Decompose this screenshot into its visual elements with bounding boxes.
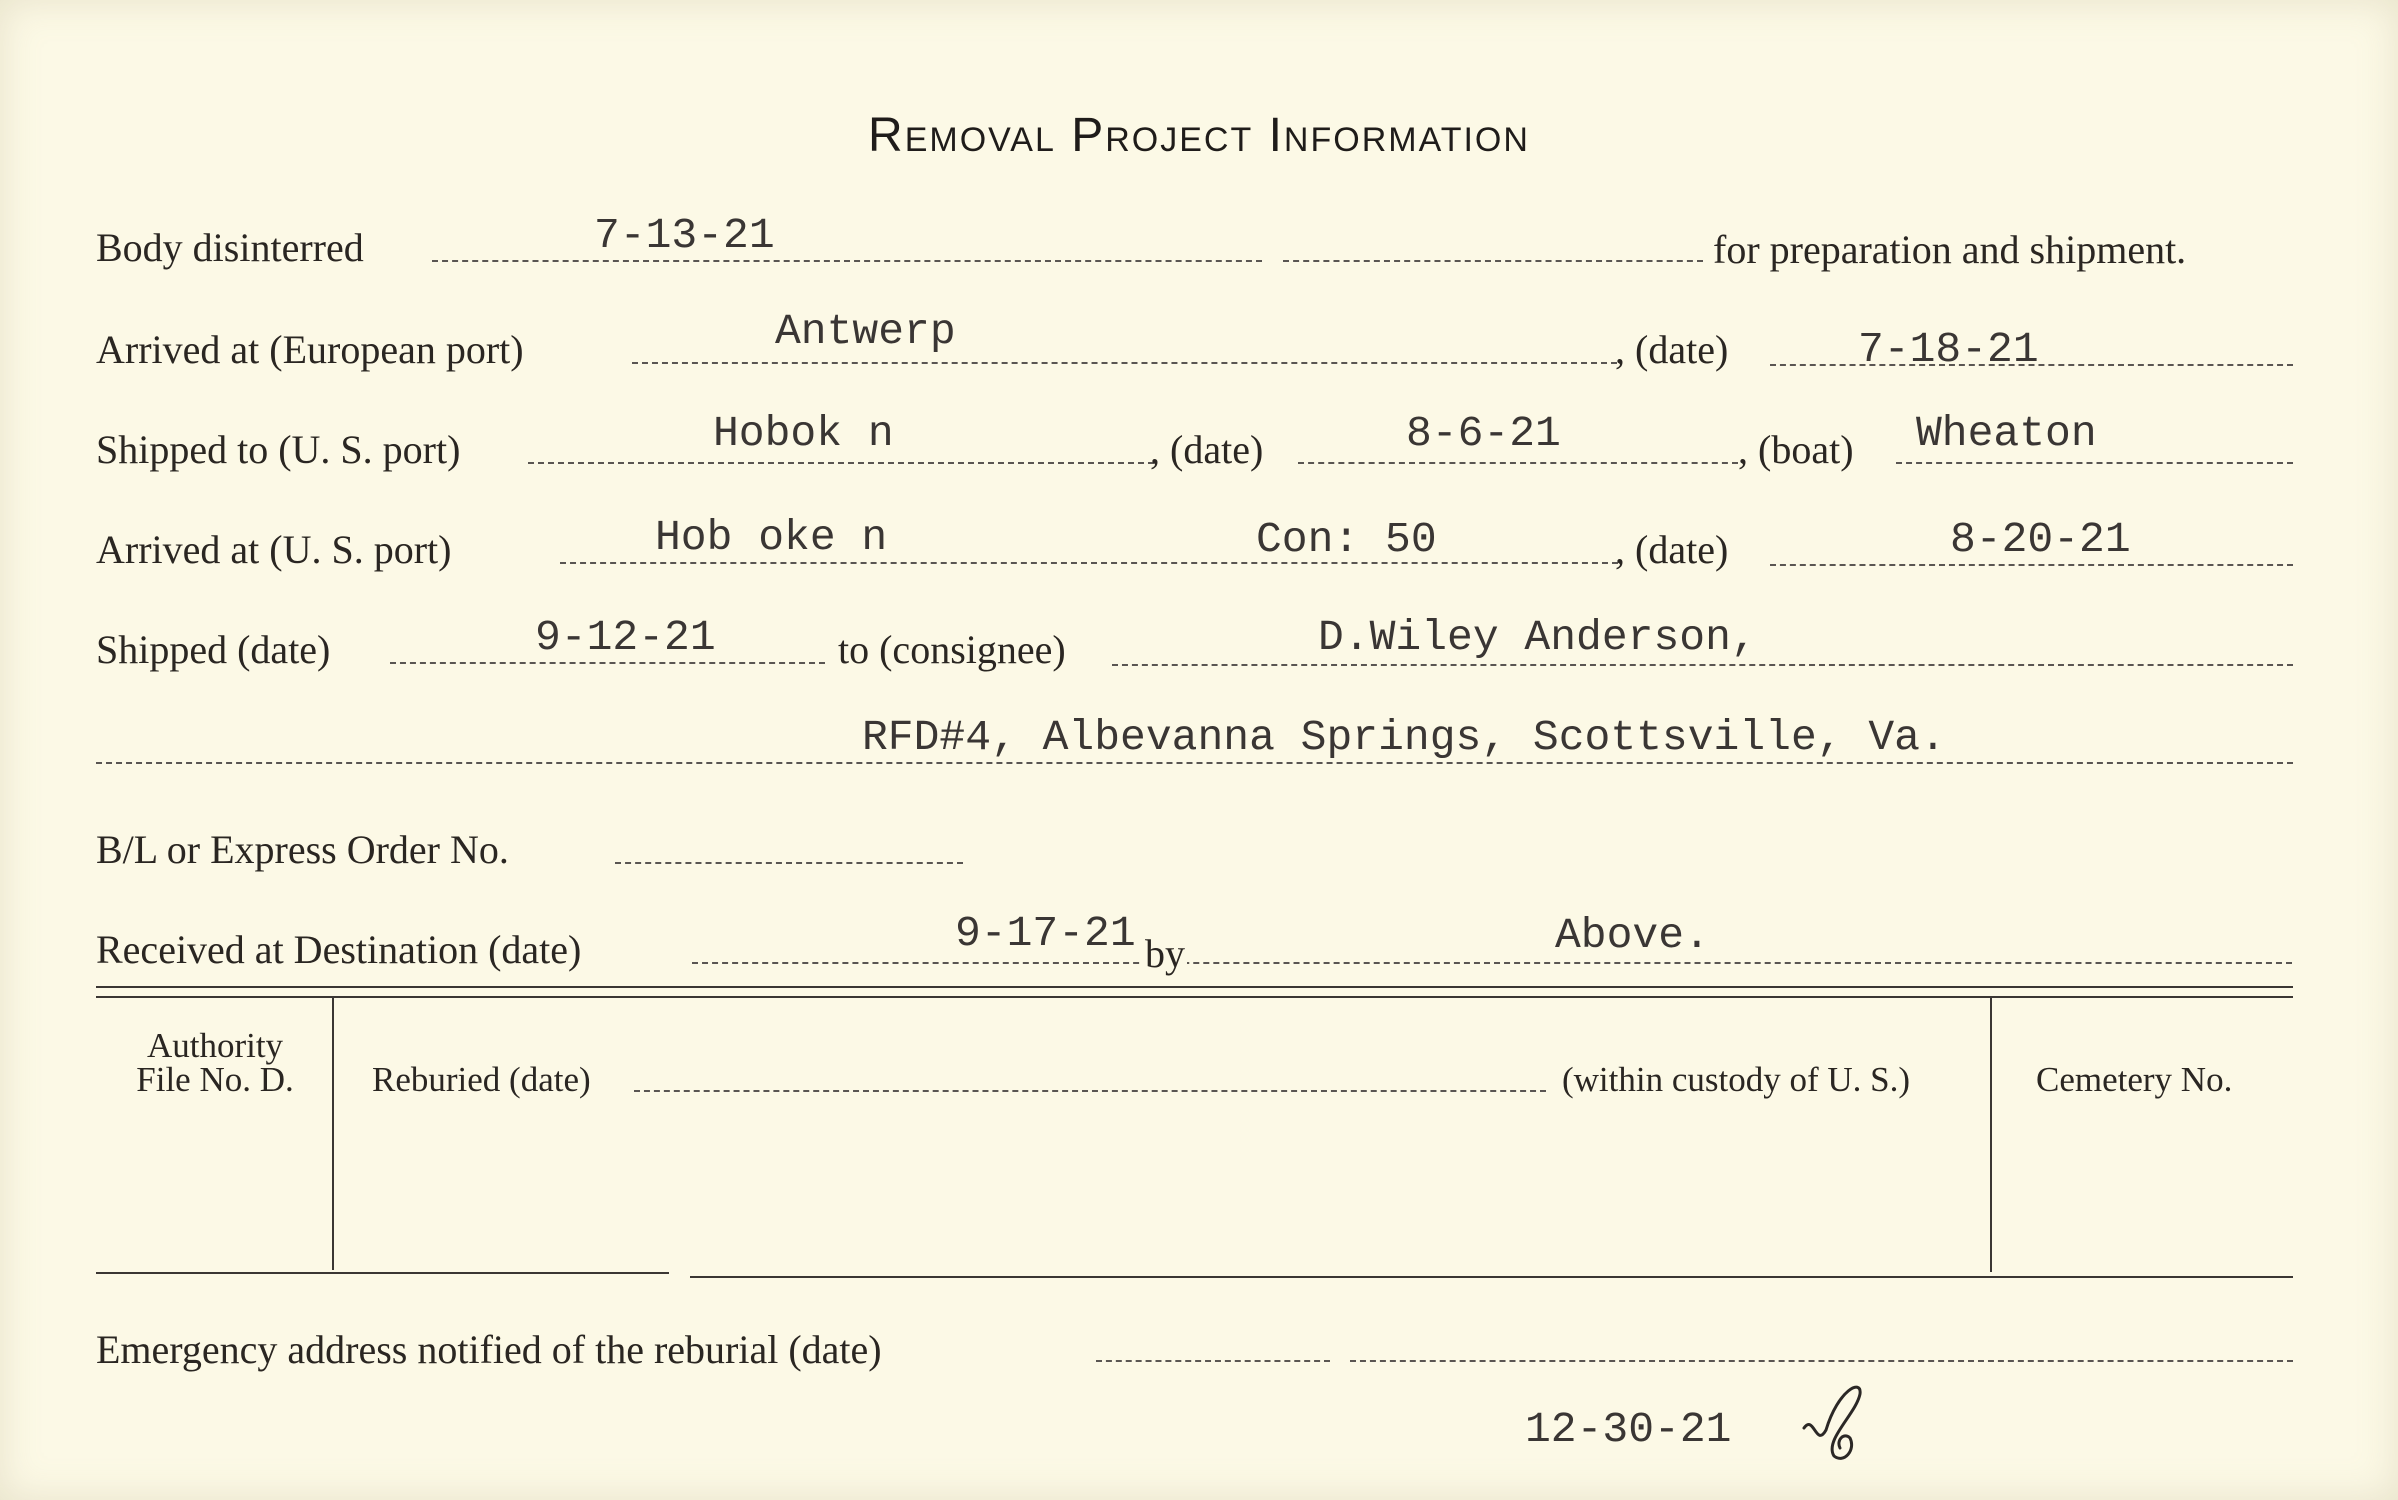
shipped-date-line xyxy=(390,662,825,664)
box-divider-left xyxy=(332,998,334,1270)
arrived-us-label: Arrived at (U. S. port) xyxy=(96,527,452,572)
shipped-date: 9-12-21 xyxy=(535,613,716,662)
disinterred-line-2 xyxy=(1283,260,1703,262)
us-port-line xyxy=(528,462,1154,464)
arrived-us-date-line xyxy=(1770,564,2293,566)
box-bottom-rule-left xyxy=(96,1272,669,1274)
arrived-us-date: 8-20-21 xyxy=(1950,515,2131,564)
received-by: Above. xyxy=(1555,911,1710,960)
consignee-label: to (consignee) xyxy=(838,627,1066,672)
boat-name: Wheaton xyxy=(1916,409,2097,458)
eu-port-date-label: , (date) xyxy=(1615,327,1729,372)
address-line xyxy=(96,762,2293,764)
emergency-date: 12-30-21 xyxy=(1525,1405,1732,1454)
us-port-label: Shipped to (U. S. port) xyxy=(96,427,461,472)
reburied-line xyxy=(634,1090,1546,1092)
consignee-name: D.Wiley Anderson, xyxy=(1318,613,1757,662)
consignee-line xyxy=(1112,664,2293,666)
received-date: 9-17-21 xyxy=(955,909,1136,958)
us-port-date: 8-6-21 xyxy=(1406,409,1561,458)
emergency-line xyxy=(1096,1360,1330,1362)
received-by-label: by xyxy=(1145,931,1185,976)
shipped-label: Shipped (date) xyxy=(96,627,331,672)
container-number: Con: 50 xyxy=(1256,515,1437,564)
received-label: Received at Destination (date) xyxy=(96,927,582,972)
eu-port-label: Arrived at (European port) xyxy=(96,327,524,372)
box-divider-right xyxy=(1990,998,1992,1272)
disinterred-label: Body disinterred xyxy=(96,225,364,270)
received-line xyxy=(692,962,2292,964)
box-bottom-rule-right xyxy=(690,1276,2293,1278)
emergency-label: Emergency address notified of the reburial (date) xyxy=(96,1327,882,1372)
arrived-us-date-label: , (date) xyxy=(1615,527,1729,572)
initials-signature xyxy=(1790,1360,1880,1475)
disinterred-line xyxy=(432,260,1262,262)
custody-label: (within custody of U. S.) xyxy=(1562,1060,1911,1099)
us-port-date-line xyxy=(1298,462,1738,464)
initials-signature-icon xyxy=(1790,1360,1880,1470)
arrived-us-value: Hob oke n xyxy=(655,513,888,562)
us-port-date-label: , (date) xyxy=(1150,427,1264,472)
arrived-us-line xyxy=(560,562,1618,564)
eu-port-date: 7-18-21 xyxy=(1858,325,2039,374)
card-title: Removal Project Information xyxy=(868,109,1530,162)
disinterred-suffix: for preparation and shipment. xyxy=(1713,227,2187,272)
eu-port-line xyxy=(632,362,1617,364)
us-port-value: Hobok n xyxy=(713,409,894,458)
authority-label: Authority xyxy=(146,1026,284,1065)
consignee-address: RFD#4, Albevanna Springs, Scottsville, Va. xyxy=(862,713,1946,762)
boat-label: , (boat) xyxy=(1738,427,1854,472)
box-top-rule-2 xyxy=(96,996,2293,998)
eu-port-value: Antwerp xyxy=(775,307,956,356)
boat-line xyxy=(1896,462,2293,464)
box-top-rule xyxy=(96,986,2293,988)
bl-label: B/L or Express Order No. xyxy=(96,827,509,872)
reburied-label: Reburied (date) xyxy=(372,1060,591,1099)
bl-line xyxy=(615,862,963,864)
cemetery-label: Cemetery No. xyxy=(2036,1060,2233,1099)
file-no-label: File No. D. xyxy=(136,1060,294,1099)
disinterred-date: 7-13-21 xyxy=(594,211,775,260)
